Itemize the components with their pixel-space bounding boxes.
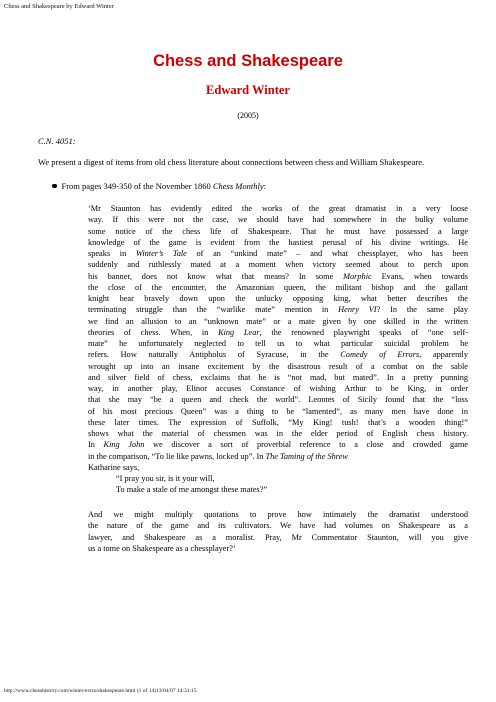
quote-line: [88, 338, 468, 349]
quote-text: suddenly and ruthlessly mated at a moment when victory seemed about to perch upon: [88, 260, 468, 270]
article-title: Chess and Shakespeare: [153, 52, 343, 70]
quote-line: [88, 451, 468, 462]
quote-line: [88, 282, 468, 293]
work-title: King Lear: [218, 327, 260, 337]
quote-text: his banner, does not know what that means? In some: [88, 271, 344, 281]
quote-line: [88, 394, 468, 405]
quote-text: way, in another play, Elinor accuses Constance of wishing Arthur to be King, in order: [88, 384, 468, 393]
bullet-item: [52, 181, 266, 191]
block-quote-continued: [88, 509, 468, 554]
quote-line: [88, 271, 468, 282]
article-year: (2005): [237, 111, 259, 120]
quote-text: wrought up into an insane excitement by the disastrous result of a combat on the sable: [88, 361, 468, 371]
quote-text: , apparently: [419, 350, 468, 360]
quote-text: knight bear bravely down upon the unlucky opposing king, what better describes the: [88, 294, 468, 303]
verse-quote: [116, 473, 267, 496]
quote-text: the close of the encounter, the Amazonian queen, the militant bishop and the gallant: [88, 282, 468, 292]
intro-paragraph: We present a digest of items from old chess literature about connections between chess and William Shakespeare.: [38, 157, 425, 167]
quote-text: in the comparison, “To lie like pawns, locked up”. In: [88, 451, 266, 461]
quote-text: mate” he unfortunately neglected to tell us to what particular suicidal problem he: [88, 339, 468, 348]
quote-line: us a tome on Shakespeare as a chessplayer?’: [88, 543, 236, 553]
work-title: Henry VI: [338, 305, 377, 315]
quote-line: [88, 361, 468, 372]
work-title: Comedy of Errors: [340, 350, 420, 360]
quote-text: In: [88, 440, 104, 450]
quote-line: [88, 237, 468, 248]
quote-line: [88, 248, 468, 259]
quote-text: of an “unkind mate” – and what chessplayer, who has been: [186, 249, 468, 258]
quote-text: , the renowned playwright speaks of “one self-: [259, 327, 469, 337]
quote-text: shows what the material of chessmen was in the elder period of English chess history.: [88, 429, 468, 438]
quote-text: we discover a sort of proverbial reference to a close and crowded game: [144, 440, 468, 450]
quote-text: refers. How naturally Antipholus of Syracuse, in the: [88, 350, 341, 360]
quote-text: of his most precious Queen” was a thing to be “lamented”, as many men have done in: [88, 406, 468, 416]
quote-text: terminating struggle than the “warlike mate” mention in: [88, 305, 339, 315]
bullet-prefix: From pages 349-350 of the November 1860: [61, 181, 213, 191]
quote-line: the nature of the game and its cultivators. We have had volumes on Shakespeare as a: [88, 521, 468, 531]
quote-text: speaks in: [88, 249, 136, 258]
quote-text: Katharine says,: [88, 462, 140, 472]
quote-text: and silver field of chess, exclaims that he is “not mad, but mated”. In a pretty punning: [88, 372, 468, 382]
quote-text: some notice of the chess life of Shakespeare. That he must have possessed a large: [88, 226, 468, 236]
work-title: Winter’s Tale: [135, 249, 187, 258]
quote-line: [88, 372, 468, 383]
quote-line: And we might multiply quotations to prove how intimately the dramatist understood: [88, 510, 468, 519]
bullet-icon: [52, 184, 57, 189]
work-title: Morphic: [343, 271, 372, 281]
quote-line: [88, 428, 468, 439]
quote-line: [88, 214, 468, 225]
running-header: Chess and Shakespeare by Edward Winter: [4, 3, 114, 10]
quote-line: [88, 226, 468, 237]
quote-line: [88, 304, 468, 315]
quote-line: [88, 349, 468, 360]
quote-line: [88, 293, 468, 304]
footer-url: http://www.chesshistory.com/winter/extra/shakespeare.html (1 of 14)13/04/07 14:31:15: [4, 688, 197, 694]
quote-text: theories of chess. When, in: [88, 327, 219, 337]
quote-line: [88, 383, 468, 394]
verse-line: To make a stale of me amongst these mates?”: [116, 485, 268, 495]
work-title: The Taming of the Shrew: [265, 451, 348, 461]
quote-text: Evans, when towards: [371, 271, 468, 281]
quote-text: ‘Mr Staunton has evidently edited the works of the great dramatist in a very loose: [88, 204, 468, 213]
quote-line: [88, 316, 468, 327]
quote-text: that she may “be a queen and check the world”. Leontes of Sicily found that the “loss: [88, 395, 468, 405]
quote-line: [88, 439, 468, 450]
quote-line: [88, 327, 468, 338]
quote-line: [88, 259, 468, 270]
quote-line: lawyer, and Shakespeare as a moralist. Pray, Mr Commentator Staunton, will you give: [88, 532, 468, 542]
verse-line: “I pray you sir, is it your will,: [116, 474, 215, 483]
quote-line: [88, 462, 468, 473]
quote-text: we find an allusion to an “unknown mate” or a mate given by one skilled in the written: [88, 316, 468, 326]
quote-text: ? In the same play: [376, 305, 469, 315]
quote-text: knowledge of the game is evident from the hastiest perusal of his divine writings. He: [88, 237, 468, 247]
article-author: Edward Winter: [206, 83, 290, 97]
bullet-suffix: :: [263, 181, 266, 191]
quote-line: [88, 417, 468, 428]
work-title: King John: [103, 440, 145, 450]
bullet-source: Chess Monthly: [212, 181, 264, 191]
cn-number: C.N. 4051:: [38, 136, 76, 146]
quote-line: [88, 203, 468, 214]
quote-line: [88, 406, 468, 417]
block-quote: [88, 203, 468, 473]
quote-text: way. If this were not the case, we should have had somewhere in the bulky volume: [88, 215, 468, 225]
quote-text: these later times. The expression of Suffolk, “My King! tush! that’s a wooden thing!”: [88, 417, 468, 427]
